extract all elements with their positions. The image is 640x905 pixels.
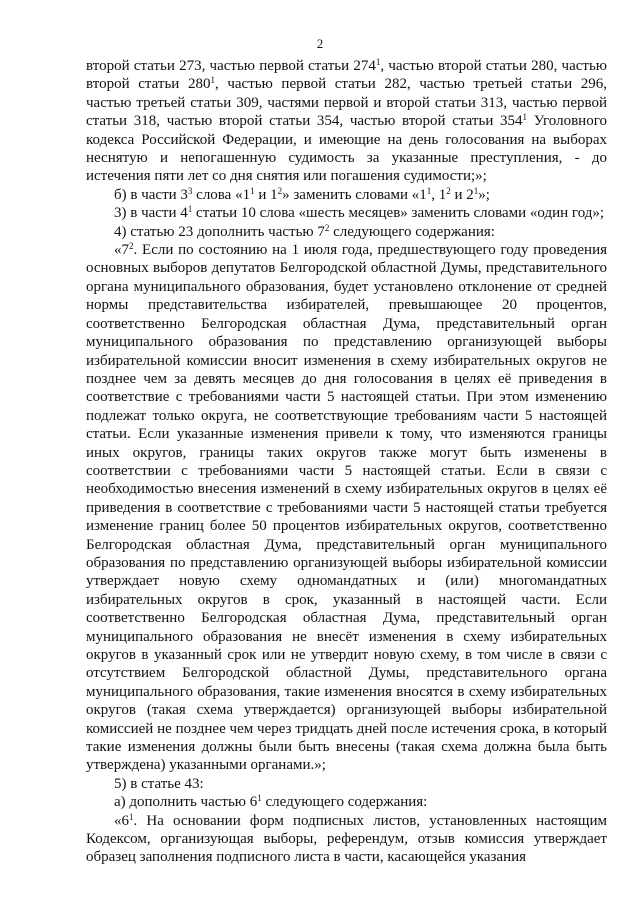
text-run: , 1 [431, 186, 447, 203]
paragraph-p4 [86, 241, 607, 775]
superscript: 1 [522, 112, 528, 123]
text-run: 5) в статье 43: [114, 775, 204, 792]
superscript: 1 [257, 793, 262, 804]
text-run: . На основании форм подписных листов, установленных настоящим Кодексом, организующая выборы, референдум, отзыв комиссия утверждает образец заполнения подписного листа в части, касающейся указания [86, 812, 607, 866]
paragraph-p6 [86, 793, 607, 811]
text-run: второй статьи 273, частью первой статьи 274 [86, 58, 376, 74]
superscript: 1 [187, 204, 193, 215]
superscript: 2 [277, 185, 283, 196]
text-run: . Если по состоянию на 1 июля года, предшествующего году проведения основных выборов депутатов Белгородской областной Думы, представительного органа муниципального образования, будет установлено отклонение от средней нормы представительства избирателей, превышающее 20 процентов, соответственно Белгородская областная Дума, представительный орган муниципального образования по представлению организующей выборы избирательной комиссии вносит изменения в схему избирательных округов не позднее чем за девять месяцев до дня голосования в целях её приведения в соответствие с требованиями части 5 настоящей статьи. При этом изменению подлежат только округа, не соответствующие требованиям части 5 настоящей статьи. Если указанные изменения привели к тому, что изменяются границы иных округов, границы таких округов также могут быть изменены в соответствии с требованиями части 5 настоящей статьи. Если в связи с необходимостью внесения изменений в схему избирательных округов в целях её приведения в соответствие с требованиями части 5 настоящей статьи требуется изменение границ более 50 процентов избирательных округов, соответственно Белгородская областная Дума, представительный орган муниципального образования по представлению организующей выборы избирательной комиссии утверждает новую схему одномандатных и (или) многомандатных избирательных округов в срок, указанный в настоящей части. Если соответственно Белгородская областная Дума, представительный орган муниципального образования не внесёт изменения в схему избирательных округов в указанный срок или не утвердит новую схему, в том числе в связи с отсутствием Белгородской областной Думы, представительного органа муниципального образования, такие изменения вносятся в схему избирательных округов (такая схема утверждается) организующей выборы избирательной комиссией не позднее чем через тридцать дней после истечения срока, в который такие изменения должны были быть внесены (такая схема должна была быть утверждена) указанными органами.»; [86, 242, 607, 774]
text-run: б) в части 3 [114, 186, 188, 203]
paragraph-p0 [86, 57, 607, 186]
text-run: , частью первой статьи 282, частью третьей статьи 296, частью третьей статьи 309, частями первой и второй статьи 313, частью первой статьи 318, частью второй статьи 354, частью второй статьи 354 [86, 76, 607, 130]
text-run: следующего содержания: [329, 223, 495, 240]
paragraph-p7 [86, 812, 607, 867]
text-run: статьи 10 слова «шесть месяцев» заменить словами «один год»; [192, 205, 605, 222]
text-run: Уголовного кодекса Российской Федерации, и имеющие на день голосования на выборах неснятую и непогашенную судимость за указанные преступления, - до истечения пяти лет со дня снятия или погашения судимости;»; [86, 113, 607, 185]
text-run: и 1 [254, 186, 278, 203]
superscript: 2 [129, 241, 134, 252]
superscript: 2 [324, 222, 330, 233]
superscript: 1 [473, 185, 479, 196]
text-run: «7 [114, 242, 129, 259]
text-run: »; [478, 186, 490, 203]
text-run: а) дополнить частью 6 [114, 794, 258, 811]
superscript: 1 [250, 185, 255, 196]
paragraph-p1 [86, 186, 607, 204]
page-number: 2 [316, 36, 324, 51]
superscript: 2 [446, 185, 451, 196]
text-run: слова «1 [192, 186, 251, 203]
text-run: и 2 [450, 186, 474, 203]
superscript: 1 [129, 811, 134, 822]
document-body [86, 57, 607, 867]
text-run: » заменить словами «1 [282, 186, 427, 203]
superscript: 1 [210, 75, 215, 86]
paragraph-p3 [86, 223, 607, 241]
superscript: 3 [187, 185, 193, 196]
superscript: 1 [375, 57, 381, 67]
text-run: 3) в части 4 [114, 205, 188, 222]
text-run: 4) статью 23 дополнить частью 7 [114, 223, 325, 240]
text-run: , частью второй статьи 280, частью второй статьи 280 [86, 58, 607, 93]
text-run: следующего содержания: [261, 794, 428, 811]
paragraph-p2 [86, 204, 607, 222]
text-run: «6 [114, 812, 129, 829]
superscript: 1 [426, 185, 432, 196]
paragraph-p5 [86, 775, 607, 793]
